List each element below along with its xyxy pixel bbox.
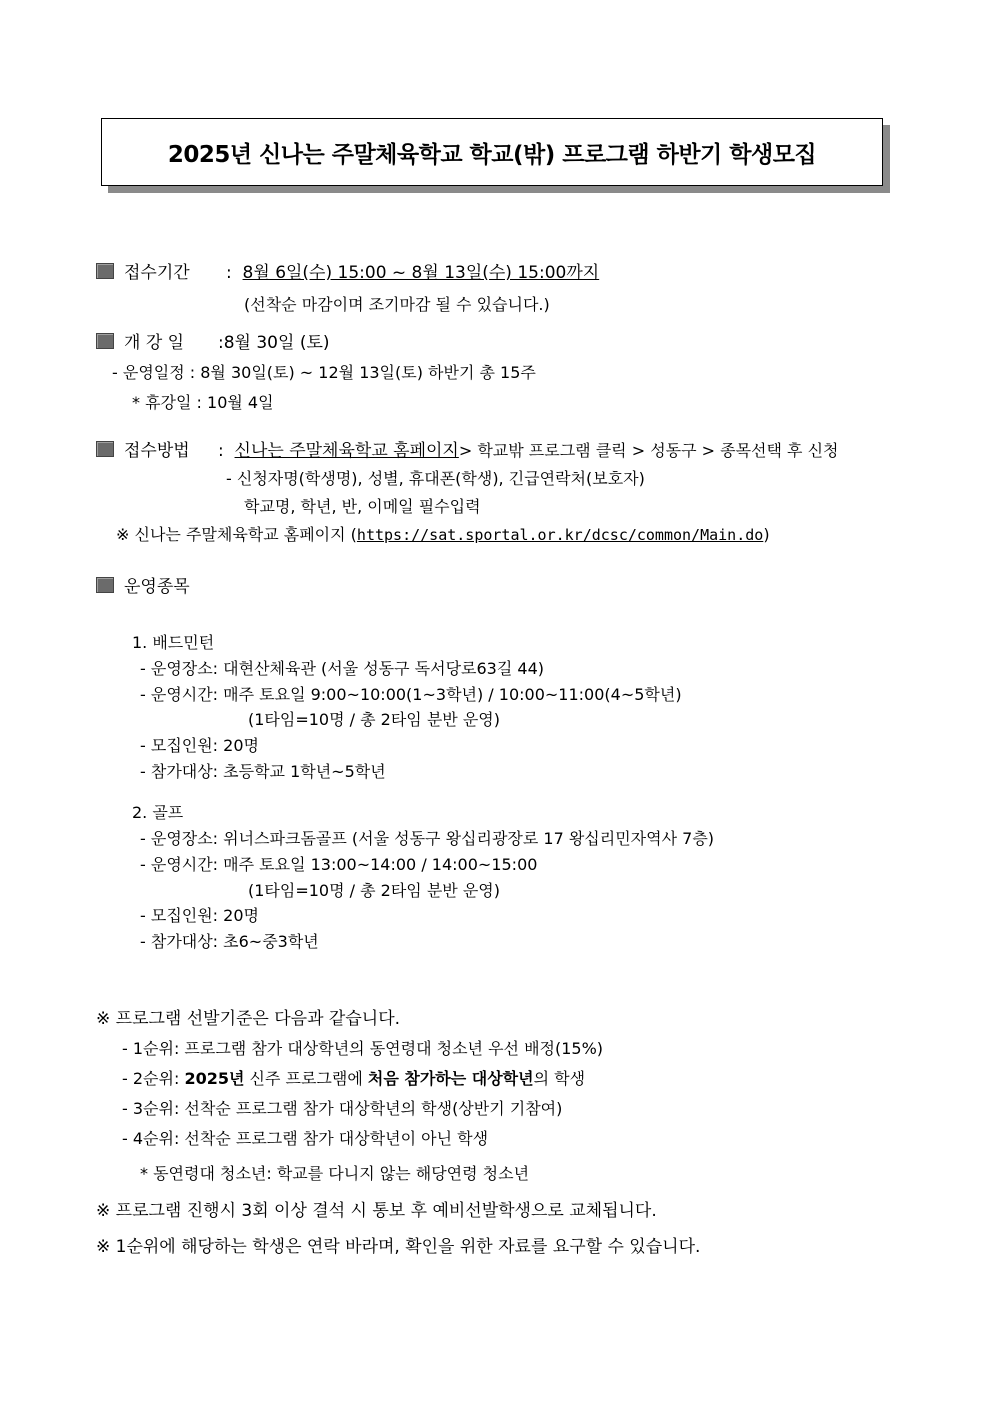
programs-label: 운영종목 xyxy=(124,577,190,597)
program-place: - 운영장소: 대현산체육관 (서울 성동구 독서당로63길 44) xyxy=(140,659,545,678)
program-name: 1. 배드민턴 xyxy=(132,633,215,652)
square-bullet-icon xyxy=(96,441,114,457)
selection-rank2: - 2순위: 2025년 신주 프로그램에 처음 참가하는 대상학년의 학생 xyxy=(122,1069,586,1088)
selection-rank3: - 3순위: 선착순 프로그램 참가 대상학년의 학생(상반기 기참여) xyxy=(122,1099,563,1118)
required-fields-line1: - 신청자명(학생명), 성별, 휴대폰(학생), 긴급연락처(보호자) xyxy=(226,469,645,488)
reception-period-label: 접수기간 xyxy=(124,263,190,283)
square-bullet-icon xyxy=(96,263,114,279)
homepage-link-text[interactable]: 신나는 주말체육학교 홈페이지 xyxy=(234,441,459,461)
selection-rank1: - 1순위: 프로그램 참가 대상학년의 동연령대 청소년 우선 배정(15%) xyxy=(122,1039,604,1058)
program-place: - 운영장소: 위너스파크돔골프 (서울 성동구 왕십리광장로 17 왕십리민자역사 7층) xyxy=(140,829,715,848)
title-box xyxy=(101,118,883,186)
selection-footnote: * 동연령대 청소년: 학교를 다니지 않는 해당연령 청소년 xyxy=(140,1164,530,1183)
page-title: 2025년 신나는 주말체육학교 학교(밖) 프로그램 하반기 학생모집 xyxy=(167,141,817,168)
program-time-note: (1타임=10명 / 총 2타임 분반 운영) xyxy=(248,710,500,729)
reception-method-label: 접수방법 xyxy=(124,441,190,461)
opening-label: 개 강 일 xyxy=(124,333,185,353)
programs-row xyxy=(96,576,190,598)
reception-method-path: > 학교밖 프로그램 클릭 > 성동구 > 종목선택 후 신청 xyxy=(458,441,839,460)
notice-absence: ※ 프로그램 진행시 3회 이상 결석 시 통보 후 예비선발학생으로 교체됩니다. xyxy=(96,1201,657,1221)
opening-holiday: * 휴강일 : 10월 4일 xyxy=(132,393,274,412)
selection-rank4: - 4순위: 선착순 프로그램 참가 대상학년이 아닌 학생 xyxy=(122,1129,489,1148)
reception-method-row xyxy=(96,440,190,462)
program-capacity: - 모집인원: 20명 xyxy=(140,906,259,925)
program-target: - 참가대상: 초6~중3학년 xyxy=(140,932,319,951)
reception-period-value-row: : 8월 6일(수) 15:00 ~ 8월 13일(수) 15:00까지 xyxy=(226,263,600,283)
homepage-url-link[interactable]: https://sat.sportal.or.kr/dcsc/common/Main.do xyxy=(356,526,764,544)
notice-contact: ※ 1순위에 해당하는 학생은 연락 바라며, 확인을 위한 자료를 요구할 수 있습니다. xyxy=(96,1237,701,1257)
opening-schedule: - 운영일정 : 8월 30일(토) ~ 12월 13일(토) 하반기 총 15주 xyxy=(112,363,536,382)
program-name: 2. 골프 xyxy=(132,803,184,822)
opening-date: :8월 30일 (토) xyxy=(218,333,330,353)
reception-period-value: 8월 6일(수) 15:00 ~ 8월 13일(수) 15:00까지 xyxy=(242,263,600,283)
program-target: - 참가대상: 초등학교 1학년~5학년 xyxy=(140,762,386,781)
program-time: - 운영시간: 매주 토요일 13:00~14:00 / 14:00~15:00 xyxy=(140,855,538,874)
square-bullet-icon xyxy=(96,577,114,593)
square-bullet-icon xyxy=(96,333,114,349)
program-time: - 운영시간: 매주 토요일 9:00~10:00(1~3학년) / 10:00~11:00(4~5학년) xyxy=(140,685,682,704)
selection-heading: ※ 프로그램 선발기준은 다음과 같습니다. xyxy=(96,1009,401,1029)
program-time-note: (1타임=10명 / 총 2타임 분반 운영) xyxy=(248,881,500,900)
required-fields-line2: 학교명, 학년, 반, 이메일 필수입력 xyxy=(244,497,481,516)
reception-method-path-row: : 신나는 주말체육학교 홈페이지> 학교밖 프로그램 클릭 > 성동구 > 종목선택 후 신청 xyxy=(218,441,839,461)
reception-period-row xyxy=(96,262,190,284)
opening-row xyxy=(96,332,184,354)
homepage-row: ※ 신나는 주말체육학교 홈페이지 (https://sat.sportal.or.kr/dcsc/common/Main.do) xyxy=(116,525,770,544)
reception-period-note: (선착순 마감이며 조기마감 될 수 있습니다.) xyxy=(244,295,550,314)
program-capacity: - 모집인원: 20명 xyxy=(140,736,259,755)
